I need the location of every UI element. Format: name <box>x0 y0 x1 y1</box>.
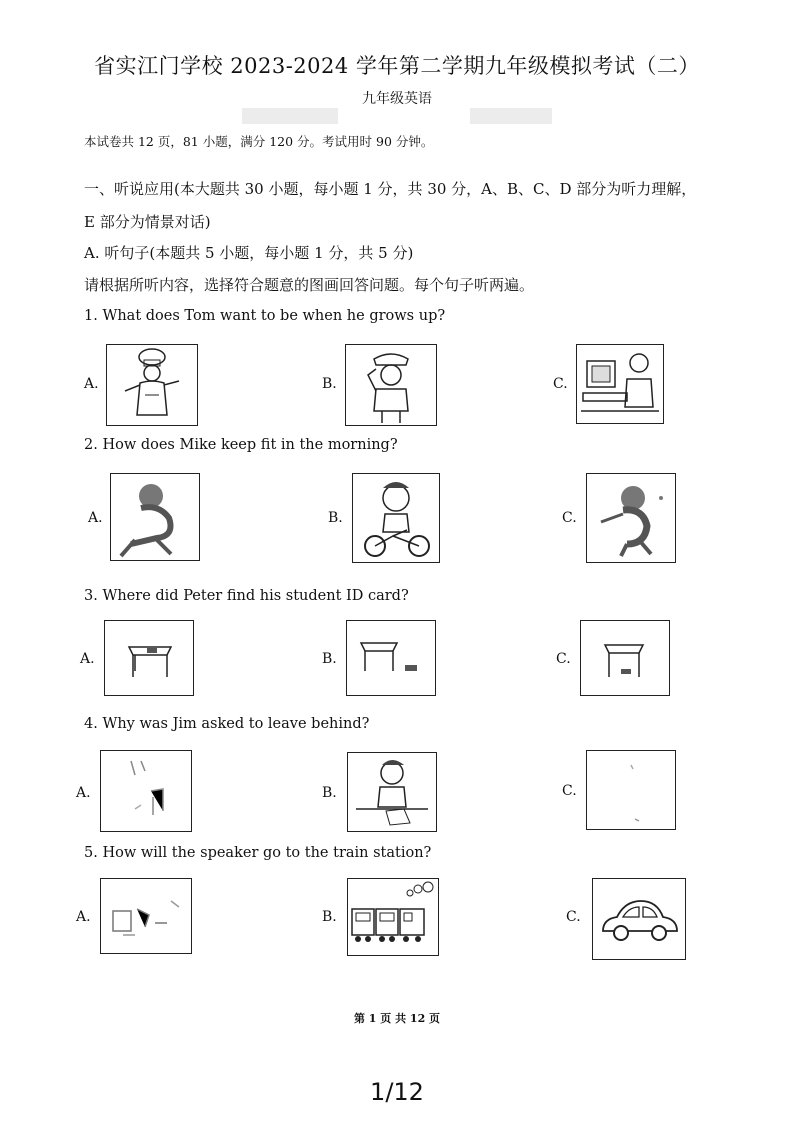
option-b-label: B. <box>322 651 337 667</box>
question-5: 5. How will the speaker go to the train station? <box>84 845 432 861</box>
skater-icon <box>587 474 675 562</box>
exam-instructions: 本试卷共 12 页，81 小题，满分 120 分。考试用时 90 分钟。 <box>84 134 434 149</box>
runner-icon <box>111 474 199 560</box>
faded-vehicle-icon <box>101 879 191 953</box>
car-icon <box>593 879 685 959</box>
student-writing-picture[interactable] <box>347 752 437 832</box>
running-picture[interactable] <box>110 473 200 561</box>
section-heading-cont: E 部分为情景对话) <box>84 213 211 231</box>
section-heading: 一、听说应用(本大题共 30 小题，每小题 1 分，共 30 分，A、B、C、D 部分为听力理解， <box>84 180 697 198</box>
card-on-desk-picture[interactable] <box>104 620 194 696</box>
option-b-label: B. <box>328 510 343 526</box>
chef-icon <box>107 345 197 425</box>
option-a-label: A. <box>80 651 95 667</box>
faded-scene-icon <box>587 751 675 829</box>
card-under-desk-picture[interactable] <box>580 620 670 696</box>
option-c-label: C. <box>566 909 581 925</box>
page-indicator: 1/12 <box>370 1078 424 1106</box>
car-picture[interactable] <box>592 878 686 960</box>
computer-worker-picture[interactable] <box>576 344 664 424</box>
exam-subject: 九年级英语 <box>362 91 432 107</box>
part-a-instruction: 请根据所听内容，选择符合题意的图画回答问题。每个句子听两遍。 <box>84 276 535 294</box>
blank-picture[interactable] <box>586 750 676 830</box>
exam-title: 省实江门学校 2023-2024 学年第二学期九年级模拟考试（二） <box>94 54 700 78</box>
option-a-label: A. <box>88 510 103 526</box>
scan-smudge <box>242 108 338 124</box>
desk-icon <box>105 621 193 695</box>
part-a-heading: A. 听句子(本题共 5 小题，每小题 1 分，共 5 分) <box>84 244 414 262</box>
option-c-label: C. <box>562 510 577 526</box>
scan-smudge <box>470 108 552 124</box>
police-officer-picture[interactable] <box>345 344 437 426</box>
faded-classroom-icon <box>101 751 191 831</box>
page-footer: 第 1 页 共 12 页 <box>353 1012 441 1025</box>
student-writing-icon <box>348 753 436 831</box>
skating-picture[interactable] <box>586 473 676 563</box>
desk-icon <box>581 621 669 695</box>
faded-vehicle-picture[interactable] <box>100 878 192 954</box>
computer-worker-icon <box>577 345 663 423</box>
police-officer-icon <box>346 345 436 425</box>
option-b-label: B. <box>322 909 337 925</box>
question-4: 4. Why was Jim asked to leave behind? <box>84 716 370 732</box>
question-2: 2. How does Mike keep fit in the morning? <box>84 437 398 453</box>
option-b-label: B. <box>322 376 337 392</box>
card-beside-desk-picture[interactable] <box>346 620 436 696</box>
bicycle-icon <box>353 474 439 562</box>
chef-picture[interactable] <box>106 344 198 426</box>
option-c-label: C. <box>556 651 571 667</box>
train-icon <box>348 879 438 955</box>
option-c-label: C. <box>553 376 568 392</box>
option-c-label: C. <box>562 783 577 799</box>
option-a-label: A. <box>84 376 99 392</box>
question-3: 3. Where did Peter find his student ID card? <box>84 588 409 604</box>
faded-scene-picture[interactable] <box>100 750 192 832</box>
option-a-label: A. <box>76 909 91 925</box>
train-picture[interactable] <box>347 878 439 956</box>
option-a-label: A. <box>76 785 91 801</box>
desk-icon <box>347 621 435 695</box>
option-b-label: B. <box>322 785 337 801</box>
cycling-picture[interactable] <box>352 473 440 563</box>
question-1: 1. What does Tom want to be when he grows up? <box>84 308 446 324</box>
